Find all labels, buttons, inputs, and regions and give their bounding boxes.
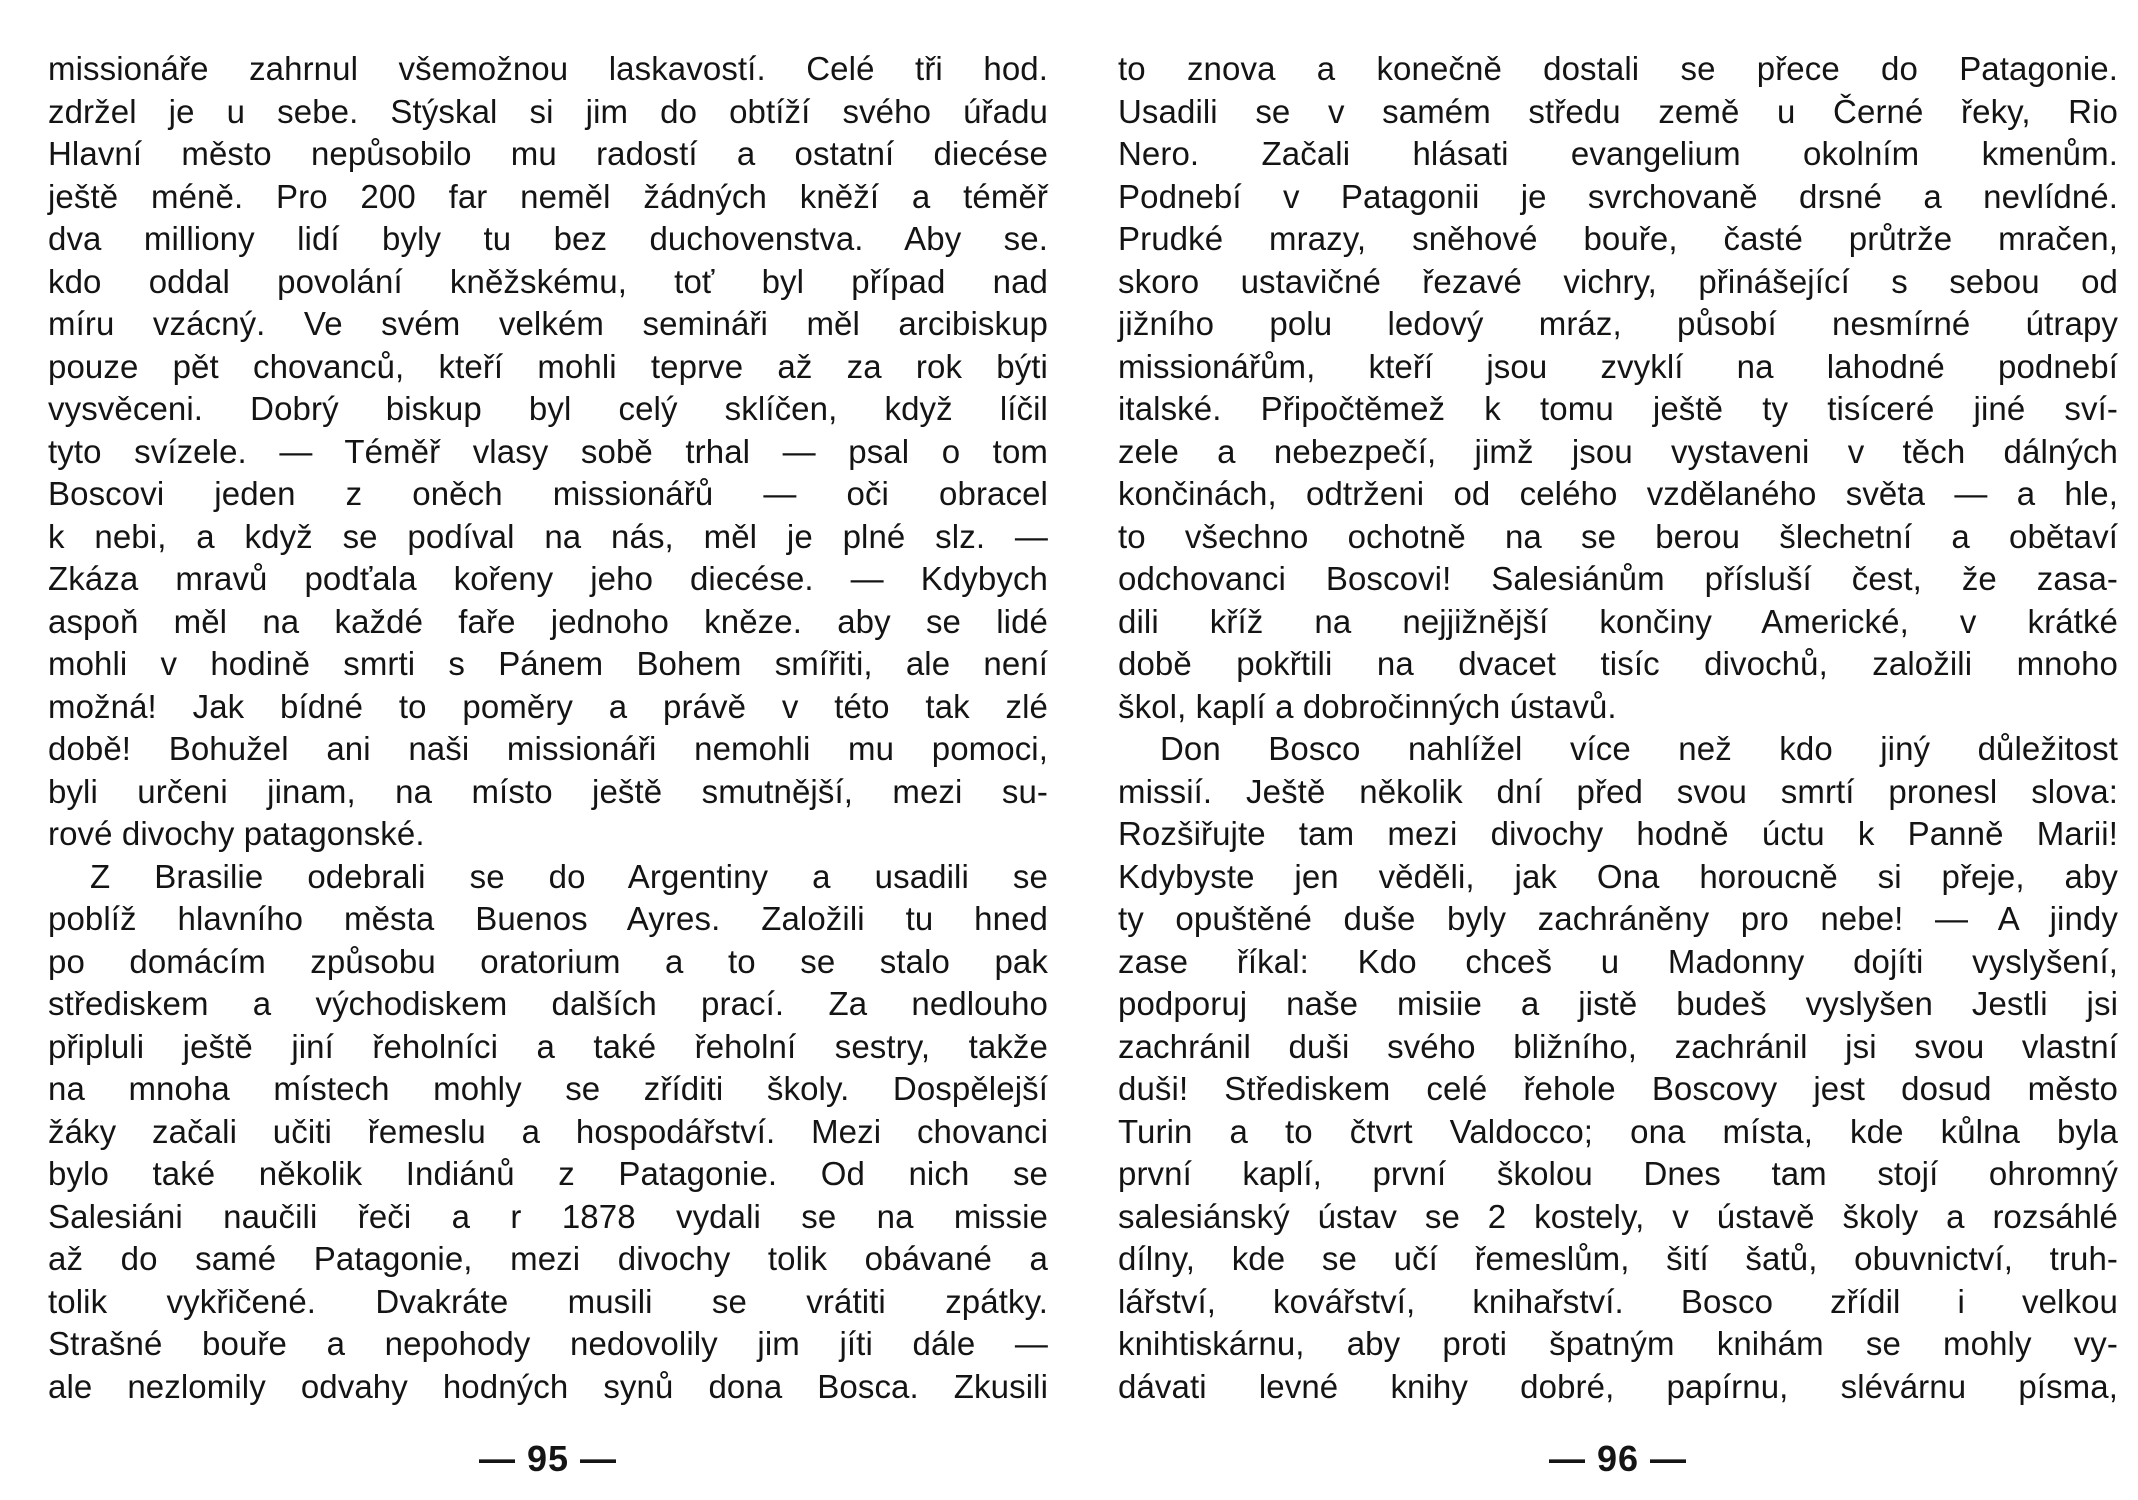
text-line: missionářům, kteří jsou zvyklí na lahodné podnebí (1118, 347, 2118, 385)
text-line: podporuj naše misiie a jistě budeš vyslyšen Jestli jsi (1118, 985, 2118, 1022)
paragraph (1118, 728, 2118, 771)
text-line: Nero. Začali hlásati evangelium okolním kmenům. (1118, 135, 2118, 172)
text-line: dávati levné knihy dobré, papírnu, slévárnu písma, (1118, 1367, 2118, 1405)
text-line: poblíž hlavního města Buenos Ayres. Založili tu hned (48, 900, 1048, 937)
text-line: mohli v hodině smrti s Pánem Bohem smířiti, ale není (48, 645, 1048, 682)
text-line: Z Brasilie odebrali se do Argentiny a usadili se (90, 857, 1048, 895)
text-line: missií. Ještě několik dní před svou smrtí pronesl slova: (1118, 772, 2118, 810)
text-line: duši! Střediskem celé řehole Boscovy jest dosud město (1118, 1070, 2118, 1107)
text-line: vysvěceni. Dobrý biskup byl celý sklíčen, když líčil (48, 390, 1048, 427)
left-page (48, 48, 1048, 1479)
text-line: Turin a to čtvrt Valdocco; ona místa, kde kůlna byla (1118, 1112, 2118, 1150)
text-line: škol, kaplí a dobročinných ústavů. (1118, 687, 1617, 725)
text-line: pouze pět chovanců, kteří mohli teprve až za rok býti (48, 347, 1048, 385)
text-line: jižního polu ledový mráz, působí nesmírné útrapy (1118, 305, 2118, 342)
text-line: ještě méně. Pro 200 far neměl žádných kněží a téměř (48, 177, 1048, 215)
text-line: zase říkal: Kdo chceš u Madonny dojíti vyslyšení, (1118, 942, 2118, 980)
text-line: Salesiáni naučili řeči a r 1878 vydali se na missie (48, 1197, 1048, 1235)
text-line: italské. Připočtěmež k tomu ještě ty tisíceré jiné sví- (1118, 390, 2118, 427)
text-line: první kaplí, první školou Dnes tam stojí ohromný (1118, 1155, 2118, 1192)
text-line: dili kříž na nejjižnější končiny Americké, v krátké (1118, 602, 2118, 640)
left-page-text (48, 48, 1048, 1408)
text-line: Kdybyste jen věděli, jak Ona horoucně si přeje, aby (1118, 857, 2118, 895)
text-line: až do samé Patagonie, mezi divochy tolik obávané a (48, 1240, 1048, 1277)
text-line: Boscovi jeden z oněch missionářů — oči obracel (48, 475, 1048, 512)
text-line: končinách, odtrženi od celého vzdělaného světa — a hle, (1118, 475, 2118, 512)
paragraph (48, 856, 1048, 899)
text-line: to všechno ochotně na se berou šlechetní a obětaví (1118, 517, 2118, 555)
text-line: missionáře zahrnul všemožnou laskavostí. Celé tři hod. (48, 50, 1048, 87)
text-line: salesiánský ústav se 2 kostely, v ústavě školy a rozsáhlé (1118, 1197, 2118, 1235)
text-line: době pokřtili na dvacet tisíc divochů, založili mnoho (1118, 645, 2118, 682)
text-line: rové divochy patagonské. (48, 815, 425, 852)
text-line: to znova a konečně dostali se přece do Patagonie. (1118, 50, 2118, 87)
text-line: střediskem a východiskem dalších prací. Za nedlouho (48, 985, 1048, 1022)
text-line: připluli ještě jiní řeholníci a také řeholní sestry, takže (48, 1027, 1048, 1065)
paragraph-continuation (48, 898, 1048, 1408)
text-line: po domácím způsobu oratorium a to se stalo pak (48, 942, 1048, 980)
text-line: na mnoha místech mohly se zříditi školy. Dospělejší (48, 1070, 1048, 1107)
text-line: aspoň měl na každé faře jednoho kněze. aby se lidé (48, 602, 1048, 640)
text-line: Strašné bouře a nepohody nedovolily jim jíti dále — (48, 1325, 1048, 1362)
text-line: odchovanci Boscovi! Salesiánům přísluší čest, že zasa- (1118, 560, 2118, 597)
text-line: byli určeni jinam, na místo ještě smutnější, mezi su- (48, 772, 1048, 810)
text-line: skoro ustavičné řezavé vichry, přinášející s sebou od (1118, 262, 2118, 300)
page-number: — 95 — (478, 1438, 618, 1479)
text-line: bylo také několik Indiánů z Patagonie. Od nich se (48, 1155, 1048, 1192)
text-line: Rozšiřujte tam mezi divochy hodně úctu k Panně Marii! (1118, 815, 2118, 852)
text-line: knihtiskárnu, aby proti špatným knihám se mohly vy- (1118, 1325, 2118, 1362)
text-line: Prudké mrazy, sněhové bouře, časté průtrže mračen, (1118, 220, 2118, 257)
text-line: Don Bosco nahlížel více než kdo jiný důležitost (1160, 730, 2118, 767)
text-line: Hlavní město nepůsobilo mu radostí a ostatní diecése (48, 135, 1048, 172)
text-line: míru vzácný. Ve svém velkém semináři měl arcibiskup (48, 305, 1048, 342)
paragraph-continuation (1118, 771, 2118, 1409)
text-line: dílny, kde se učí řemeslům, šití šatů, obuvnictví, truh- (1118, 1240, 2118, 1277)
right-page-text (1118, 48, 2118, 1408)
text-line: Zkáza mravů podťala kořeny jeho diecése. — Kdybych (48, 560, 1048, 597)
paragraph (1118, 48, 2118, 728)
text-line: zele a nebezpečí, jimž jsou vystaveni v těch dálných (1118, 432, 2118, 470)
text-line: dva milliony lidí byly tu bez duchovenstva. Aby se. (48, 220, 1048, 257)
text-line: žáky začali učiti řemeslu a hospodářství. Mezi chovanci (48, 1112, 1048, 1150)
text-line: Podnebí v Patagonii je svrchovaně drsné a nevlídné. (1118, 177, 2118, 215)
text-line: lářství, kovářství, knihařství. Bosco zřídil i velkou (1118, 1282, 2118, 1320)
right-page (1118, 48, 2118, 1479)
text-line: tyto svízele. — Téměř vlasy sobě trhal — psal o tom (48, 432, 1048, 470)
text-line: ty opuštěné duše byly zachráněny pro nebe! — A jindy (1118, 900, 2118, 937)
text-line: tolik vykřičené. Dvakráte musili se vrátiti zpátky. (48, 1282, 1048, 1320)
text-line: době! Bohužel ani naši missionáři nemohli mu pomoci, (48, 730, 1048, 767)
text-line: zachránil duši svého bližního, zachránil jsi svou vlastní (1118, 1027, 2118, 1065)
paragraph (48, 48, 1048, 856)
text-line: ale nezlomily odvahy hodných synů dona Bosca. Zkusili (48, 1367, 1048, 1405)
text-line: k nebi, a když se podíval na nás, měl je plné slz. — (48, 517, 1048, 555)
text-line: Usadili se v samém středu země u Černé řeky, Rio (1118, 92, 2118, 130)
page-number: — 96 — (1548, 1438, 1688, 1479)
text-line: zdržel je u sebe. Stýskal si jim do obtíží svého úřadu (48, 92, 1048, 130)
text-line: možná! Jak bídné to poměry a právě v této tak zlé (48, 687, 1048, 725)
text-line: kdo oddal povolání kněžskému, toť byl případ nad (48, 262, 1048, 300)
